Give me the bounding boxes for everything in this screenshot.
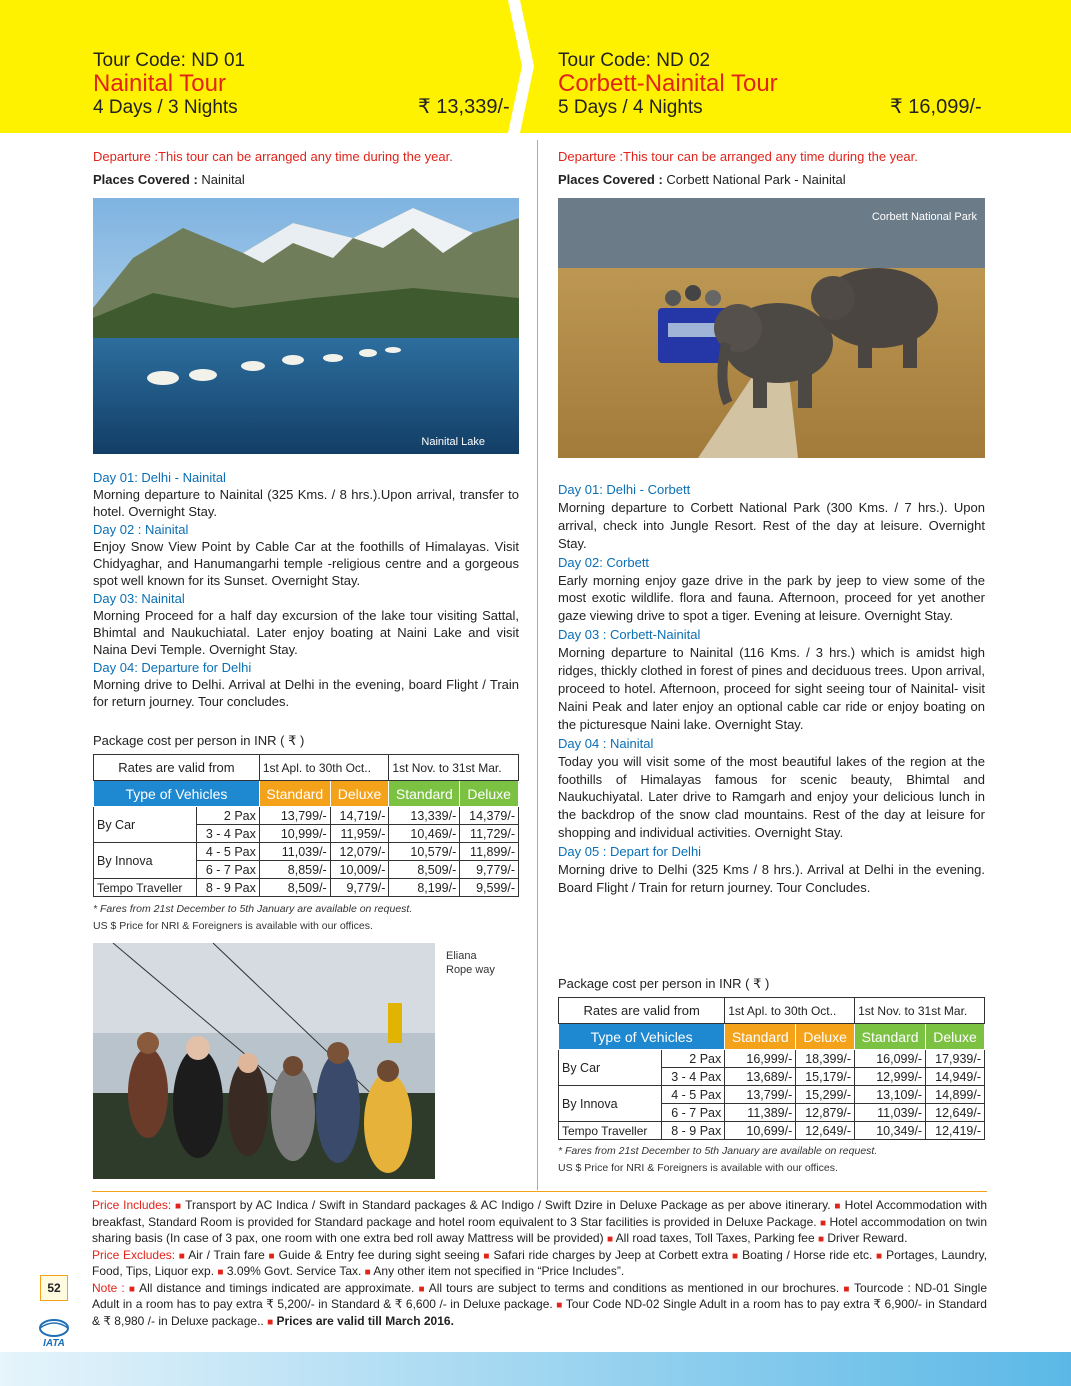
tour2-price: ₹ 16,099/- [890,96,982,118]
note-item: Tourcode : ND-01 Single Adult in a room has to pay extra ₹ 5,200/- in Standard & ₹ 6,600 /- in Deluxe package. [92,1280,987,1311]
pax-cell: 3 - 4 Pax [196,825,259,843]
tour2-duration: 5 Days / 4 Nights [558,97,703,118]
price-cell: 14,379/- [460,807,519,825]
tour1-places [93,172,519,187]
tour1-vehicle-innova: By Innova [94,843,197,879]
table-row [94,807,519,825]
tour2-day4-text: Today you will visit some of the most beautiful lakes of the region at the foothills of Himalayas famous for scenic beauty, Bhimtal and Naukuchiyatal. Later drive to Ramgarh and enjoy your delicious lunch in the backdrop of the snow clad mountains. Rest of the day at leisure for shopping and individual activities. Overnight Stay. [558,753,985,841]
tour2-day1-text: Morning departure to Corbett National Park (300 Kms. / 7 hrs.). Upon arrival, check into Jungle Resort. Rest of the day at leisure. Overnight Stay. [558,499,985,551]
tour1-us-note: US $ Price for NRI & Foreigners is available with our offices. [93,920,373,932]
include-item: Driver Reward. [827,1231,908,1245]
ropeway-caption-line1: Eliana [446,950,477,962]
corbett-elephant-photo [558,198,985,458]
tour2-title: Corbett-Nainital Tour [558,70,778,97]
include-item: All road taxes, Toll Taxes, Parking fee [615,1231,815,1245]
tour2-day5-text: Morning drive to Delhi (325 Kms / 8 hrs.). Arrival at Delhi in the evening. Board Flight / Train for return journey. Tour Concludes. [558,862,985,895]
price-cell: 16,099/- [855,1050,926,1068]
exclude-item: Guide & Entry fee during sight seeing [278,1247,480,1262]
tour1-day1-heading: Day 01: Delhi - Nainital [93,470,226,485]
tour2-day1-heading: Day 01: Delhi - Corbett [558,482,691,497]
price-cell: 9,599/- [460,879,519,897]
price-cell: 11,729/- [460,825,519,843]
tour2-itinerary [558,481,985,898]
price-cell: 10,349/- [855,1122,926,1140]
pax-cell: 8 - 9 Pax [661,1122,724,1140]
tour2-day3-text: Morning departure to Nainital (116 Kms. / 3 hrs.) which is amidst high ridges, thickly clothed in forest of pines and deciduous trees. Upon arrival, proceed to hotel. Afternoon, proceed for sight seeing tour of Nainital- visit Naini Peak and later enjoy an optional cable car ride or enjoy boating on the picturesque Naini lake. Overnight Stay. [558,645,985,732]
tour1-type-label: Type of Vehicles [94,781,260,807]
price-cell: 10,579/- [389,843,460,861]
price-cell: 10,009/- [330,861,389,879]
tour2-intro [558,149,985,187]
pax-cell: 6 - 7 Pax [196,861,259,879]
tour1-code: Tour Code: ND 01 [93,50,246,71]
price-cell: 12,649/- [926,1104,985,1122]
exclude-item: Any other item not specified in “Price Includes”. [373,1264,625,1278]
price-cell: 12,079/- [330,843,389,861]
pax-cell: 2 Pax [196,807,259,825]
tour2-vehicle-car: By Car [559,1050,662,1086]
tour2-day3-heading: Day 03 : Corbett-Nainital [558,627,701,643]
price-cell: 10,469/- [389,825,460,843]
column-divider [537,140,538,1190]
ropeway-caption-line2: Rope way [446,964,495,976]
price-cell: 11,389/- [725,1104,796,1122]
note-label: Note : [92,1280,125,1295]
tour1-standard-2: Standard [389,781,460,807]
price-cell: 15,299/- [796,1086,855,1104]
table-row [94,879,519,897]
price-cell: 13,339/- [389,807,460,825]
exclude-item: Portages, Laundry, Food, Tips, Liquor exp. [92,1247,988,1278]
tour1-places-label: Places Covered : [93,172,198,187]
tour2-package-label: Package cost per person in INR ( ₹ ) [558,976,770,991]
tour1-header [93,50,245,119]
tour1-fare-note: * Fares from 21st December to 5th January are available on request. [93,903,413,915]
price-cell: 13,799/- [725,1086,796,1104]
price-cell: 9,779/- [330,879,389,897]
tour1-departure: Departure :This tour can be arranged any time during the year. [93,149,453,164]
tour2-vehicle-tempo: Tempo Traveller [559,1122,662,1140]
note-item: All tours are subject to terms and conditions as mentioned in our brochures. [428,1280,840,1295]
pax-cell: 2 Pax [661,1050,724,1068]
tour2-day5-heading: Day 05 : Depart for Delhi [558,844,702,860]
pax-cell: 3 - 4 Pax [661,1068,724,1086]
price-cell: 8,509/- [389,861,460,879]
tour1-day3-heading: Day 03: Nainital [93,591,185,606]
tour1-day2-text: Enjoy Snow View Point by Cable Car at the foothills of Himalayas. Visit Chidyaghar, and Hanumangarhi temple -religious centre and a gorgeous spot well known for its Sunset. Overnight Stay. [93,539,519,588]
price-cell: 12,419/- [926,1122,985,1140]
tour2-departure: Departure :This tour can be arranged any time during the year. [558,149,918,164]
excludes-label: Price Excludes: [92,1247,176,1262]
tour2-places [558,172,985,187]
tour1-period1: 1st Apl. to 30th Oct.. [259,755,389,781]
tour2-period2: 1st Nov. to 31st Mar. [855,998,985,1024]
include-item: Transport by AC Indica / Swift in Standard packages & AC Indigo / Swift Dzire in Deluxe Package as per above itinerary. [185,1198,831,1212]
tour1-duration: 4 Days / 3 Nights [93,97,238,118]
price-cell: 13,689/- [725,1068,796,1086]
tour1-intro [93,149,519,187]
tour2-vehicle-innova: By Innova [559,1086,662,1122]
pax-cell: 4 - 5 Pax [196,843,259,861]
price-cell: 11,959/- [330,825,389,843]
tour2-day2-heading: Day 02: Corbett [558,554,650,570]
validity-note: Prices are valid till March 2016. [276,1313,454,1328]
tour2-standard-2: Standard [855,1024,926,1050]
table-row [94,843,519,861]
tour2-standard-1: Standard [725,1024,796,1050]
tour1-valid-from: Rates are valid from [94,755,260,781]
exclude-item: 3.09% Govt. Service Tax. [226,1264,362,1278]
price-cell: 9,779/- [460,861,519,879]
price-cell: 14,719/- [330,807,389,825]
tour1-vehicle-tempo: Tempo Traveller [94,879,197,897]
note-item: All distance and timings indicated are approximate. [139,1280,415,1295]
ropeway-photo-caption [446,949,495,977]
tour2-code: Tour Code: ND 02 [558,50,711,71]
tour2-deluxe-2: Deluxe [926,1024,985,1050]
pax-cell: 4 - 5 Pax [661,1086,724,1104]
price-cell: 10,699/- [725,1122,796,1140]
price-cell: 8,859/- [259,861,330,879]
terms-footer: Price Includes: ■ Transport by AC Indica / Swift in Standard packages & AC Indigo / Swift Dzire in Deluxe Package as per above itinerary. ■ Hotel Accommodation with breakfast, Standard Room is provided for Standard package and hotel room equivalent to 3 Star facilities is provided in Deluxe Package. ■ Hotel accommodation on twin sharing basis (In case of 3 pax, one room with one extra bed roll away Mattress will be provided) ■ All road taxes, Toll Taxes, Parking fee ■ Driver Reward. Price Excludes: ■ Air / Train fare ■ Guide & Entry fee during sight seeing ■ Safari ride charges by Jeep at Corbett extra ■ Boating / Horse ride etc. ■ Portages, Laundry, Food, Tips, Liquor exp. ■ 3.09% Govt. Service Tax. ■ Any other item not specified in “Price Includes”. Note : ■ All distance and timings indicated are approximate. ■ All tours are subject to terms and conditions as mentioned in our brochures. ■ Tourcode : ND-01 Single Adult in a room has to pay extra ₹ 5,200/- in Standard & ₹ 6,600 /- in Deluxe package. ■ Tour Code ND-02 Single Adult in a room has to pay extra ₹ 6,900/- in Standard & ₹ 8,980 /- in Deluxe package.. ■ Prices are valid till March 2016. [92,1198,988,1328]
price-cell: 13,109/- [855,1086,926,1104]
exclude-item: Safari ride charges by Jeep at Corbett extra [493,1247,729,1262]
tour2-photo-caption: Corbett National Park [871,211,977,223]
tour1-standard-1: Standard [259,781,330,807]
table-row [559,1122,985,1140]
exclude-item: Boating / Horse ride etc. [742,1247,873,1262]
exclude-item: Air / Train fare [188,1247,265,1262]
price-cell: 11,039/- [855,1104,926,1122]
price-cell: 12,649/- [796,1122,855,1140]
include-item: Hotel Accommodation with breakfast, Standard Room is provided for Standard package and hotel room equivalent to 3 Star facilities is provided in Deluxe Package. [92,1198,988,1229]
tour2-rates-table [558,997,985,1140]
tour2-valid-from: Rates are valid from [559,998,725,1024]
price-cell: 12,879/- [796,1104,855,1122]
tour1-package-label: Package cost per person in INR ( ₹ ) [93,733,305,748]
price-cell: 18,399/- [796,1050,855,1068]
tour2-places-label: Places Covered : [558,172,663,187]
price-cell: 14,899/- [926,1086,985,1104]
page-number: 52 [40,1275,68,1301]
tour2-day4-heading: Day 04 : Nainital [558,735,654,751]
header-chevron-divider [508,0,538,133]
price-cell: 8,509/- [259,879,330,897]
iata-logo-text: IATA [43,1338,65,1348]
tour2-type-label: Type of Vehicles [559,1024,725,1050]
price-cell: 11,039/- [259,843,330,861]
include-item: Hotel accommodation on twin sharing basis (In case of 3 pax, one room with one extra bed roll away Mattress will be provided) [92,1214,988,1245]
price-cell: 14,949/- [926,1068,985,1086]
tour1-deluxe-1: Deluxe [330,781,389,807]
bottom-gradient-bar [0,1352,1071,1386]
tour1-places-value: Nainital [201,172,245,187]
header-banner [0,0,1071,133]
price-cell: 12,999/- [855,1068,926,1086]
tour2-fare-note: * Fares from 21st December to 5th January are available on request. [558,1145,878,1157]
nainital-lake-photo [93,198,519,454]
price-cell: 10,999/- [259,825,330,843]
price-cell: 13,799/- [259,807,330,825]
tour1-day3-text: Morning Proceed for a half day excursion of the lake tour visiting Sattal, Bhimtal and Naukuchiatal. Later enjoy boating at Naini Lake and visit Naina Devi Temple. Overnight Stay. [93,608,519,657]
pax-cell: 8 - 9 Pax [196,879,259,897]
pax-cell: 6 - 7 Pax [661,1104,724,1122]
footer-divider [92,1191,987,1192]
tour2-period1: 1st Apl. to 30th Oct.. [725,998,855,1024]
price-cell: 17,939/- [926,1050,985,1068]
tour2-deluxe-1: Deluxe [796,1024,855,1050]
tour1-day4-text: Morning drive to Delhi. Arrival at Delhi in the evening, board Flight / Train for return journey. Tour concludes. [93,677,519,709]
includes-label: Price Includes: [92,1198,172,1212]
tour1-rates-table [93,754,519,897]
tour1-day2-heading: Day 02 : Nainital [93,522,189,537]
tour1-title: Nainital Tour [93,70,226,97]
price-cell: 8,199/- [389,879,460,897]
tour2-header [558,50,778,119]
tour1-day1-text: Morning departure to Nainital (325 Kms. / 8 hrs.).Upon arrival, transfer to hotel. Overnight Stay. [93,487,519,519]
tour1-photo-caption: Nainital Lake [421,436,485,448]
tour1-itinerary [93,469,519,711]
price-cell: 11,899/- [460,843,519,861]
ropeway-group-photo [93,943,435,1179]
price-cell: 15,179/- [796,1068,855,1086]
tour1-vehicle-car: By Car [94,807,197,843]
tour1-period2: 1st Nov. to 31st Mar. [389,755,519,781]
tour1-price: ₹ 13,339/- [418,96,510,118]
tour2-us-note: US $ Price for NRI & Foreigners is available with our offices. [558,1162,838,1174]
table-row [559,1050,985,1068]
tour1-day4-heading: Day 04: Departure for Delhi [93,660,252,675]
tour2-places-value: Corbett National Park - Nainital [666,172,846,187]
iata-logo [32,1318,76,1348]
table-row [559,1086,985,1104]
note-item: Tour Code ND-02 Single Adult in a room has to pay extra ₹ 6,900/- in Standard & ₹ 8,980 /- in Deluxe package.. [92,1297,987,1328]
price-cell: 16,999/- [725,1050,796,1068]
tour1-deluxe-2: Deluxe [460,781,519,807]
tour2-day2-text: Early morning enjoy gaze drive in the park by jeep to view some of the most exotic wildlife. flora and fauna. Afternoon, proceed for yet another gaze viewing drive to spot a tiger. Evening at leisure. Overnight Stay. [558,572,985,624]
